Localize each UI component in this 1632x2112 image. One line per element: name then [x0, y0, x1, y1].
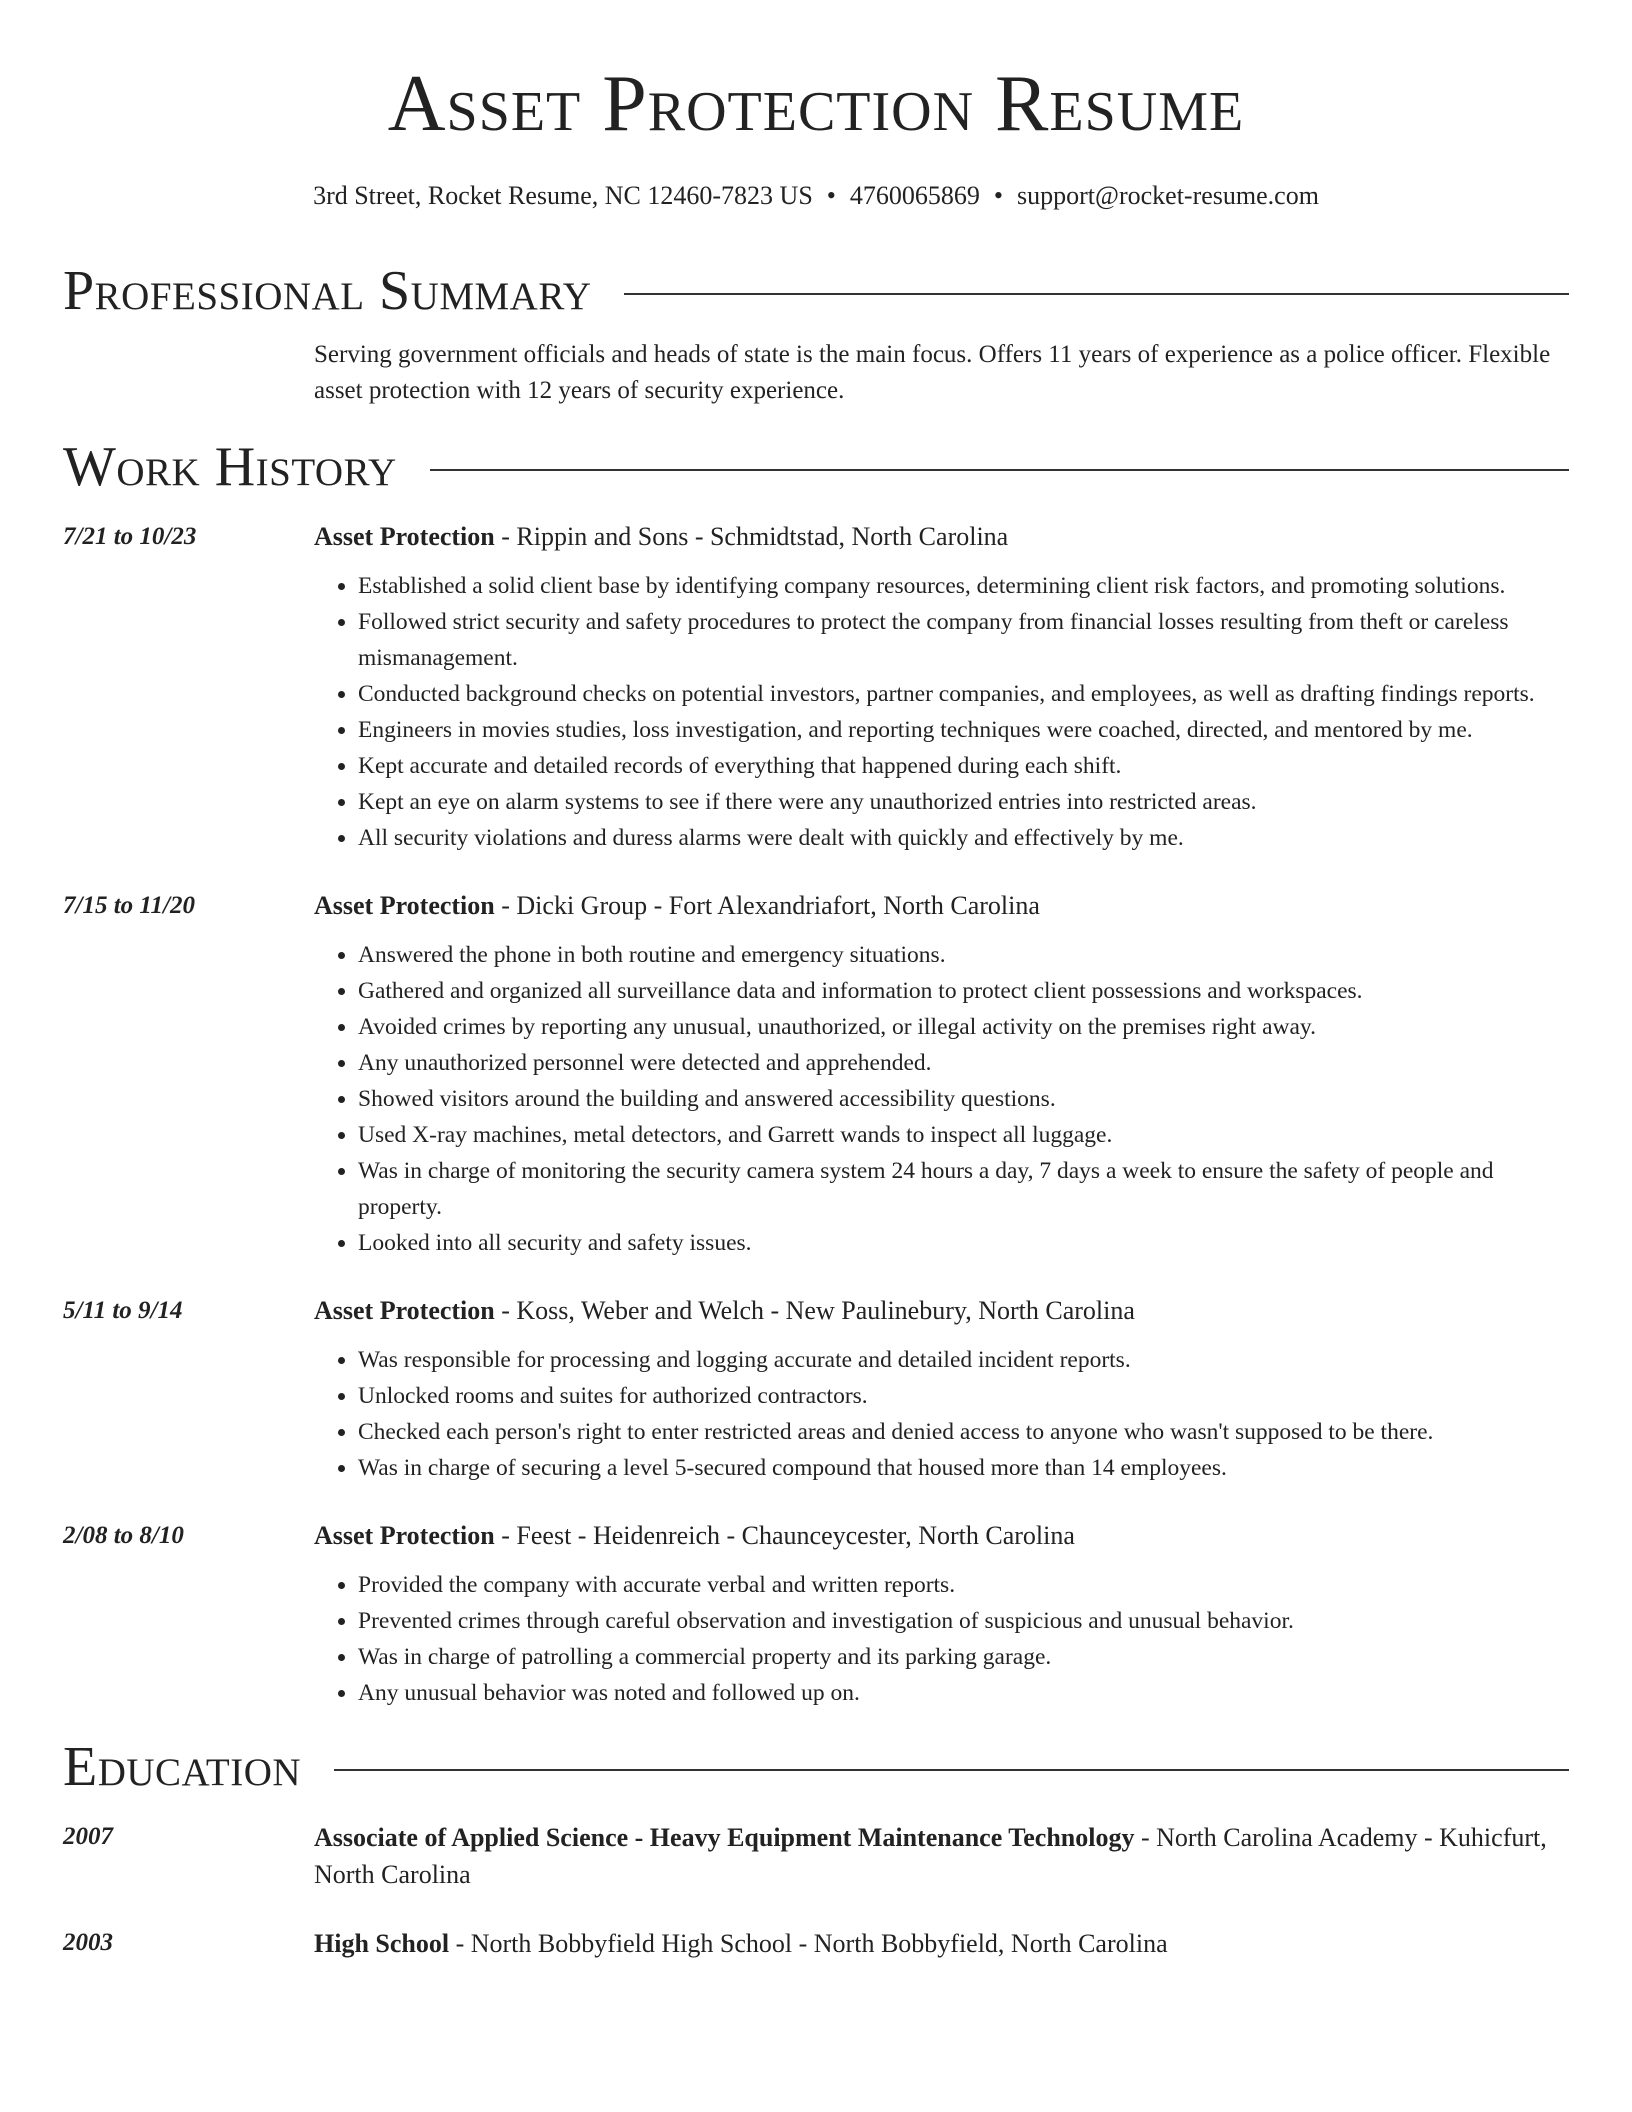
contact-email: support@rocket-resume.com	[1017, 181, 1319, 210]
education-details	[314, 1925, 1569, 1962]
job-bullet-list	[314, 1567, 1569, 1711]
job-bullet: • Followed strict security and safety procedures to protect the company from financial losses resulting from theft or careless mismanagement.	[358, 604, 1569, 676]
job-bullet: • Kept an eye on alarm systems to see if there were any unauthorized entries into restricted areas.	[358, 784, 1569, 820]
work-section-header	[63, 435, 1569, 499]
job-heading	[314, 1293, 1569, 1329]
job-dates: 7/15 to 11/20	[63, 892, 195, 919]
job-bullet: • Was in charge of securing a level 5-secured compound that housed more than 14 employees.	[358, 1450, 1569, 1486]
job-dates: 5/11 to 9/14	[63, 1297, 183, 1324]
job-bullet-list	[314, 568, 1569, 856]
job-bullet: • Engineers in movies studies, loss investigation, and reporting techniques were coached, directed, and mentored by me.	[358, 712, 1569, 748]
job-bullet: • Any unauthorized personnel were detected and apprehended.	[358, 1045, 1569, 1081]
education-year: 2003	[63, 1929, 113, 1956]
job-bullet: • Looked into all security and safety issues.	[358, 1225, 1569, 1261]
job-bullet: • Any unusual behavior was noted and followed up on.	[358, 1675, 1569, 1711]
job-bullet: • Was in charge of monitoring the security camera system 24 hours a day, 7 days a week to ensure the safety of people and property.	[358, 1153, 1569, 1225]
job-bullet-list	[314, 1342, 1569, 1486]
education-school-location: - North Bobbyfield High School - North Bobbyfield, North Carolina	[449, 1929, 1168, 1958]
summary-spacer	[63, 337, 314, 409]
job-dates: 2/08 to 8/10	[63, 1522, 184, 1549]
education-heading: Education	[63, 1736, 302, 1798]
job-bullet: • Answered the phone in both routine and emergency situations.	[358, 937, 1569, 973]
job-employer-location: - Dicki Group - Fort Alexandriafort, North Carolina	[494, 891, 1040, 920]
job-heading	[314, 1518, 1569, 1554]
job-bullet: • Showed visitors around the building and answered accessibility questions.	[358, 1081, 1569, 1117]
contact-separator: •	[993, 181, 1004, 210]
work-heading: Work History	[63, 436, 397, 498]
resume-title: Asset Protection Resume	[387, 60, 1245, 148]
education-entry	[63, 1819, 1569, 1893]
education-list	[63, 1819, 1569, 1962]
education-degree: High School	[314, 1929, 450, 1958]
job-bullet: • Unlocked rooms and suites for authorized contractors.	[358, 1378, 1569, 1414]
job-bullet: • Was in charge of patrolling a commercial property and its parking garage.	[358, 1639, 1569, 1675]
job-bullet: • Kept accurate and detailed records of everything that happened during each shift.	[358, 748, 1569, 784]
job-employer-location: - Rippin and Sons - Schmidtstad, North Carolina	[494, 522, 1009, 551]
job-entry	[63, 1293, 1569, 1486]
education-school-location: - North Carolina Academy - Kuhicfurt, North Carolina	[314, 1823, 1547, 1889]
job-bullet: • Gathered and organized all surveillance data and information to protect client possessions and workspaces.	[358, 973, 1569, 1009]
section-divider	[430, 469, 1569, 471]
education-details	[314, 1819, 1569, 1893]
job-entry	[63, 1518, 1569, 1711]
education-degree: Associate of Applied Science - Heavy Equipment Maintenance Technology	[314, 1823, 1135, 1852]
job-heading	[314, 519, 1569, 555]
job-bullet: • Used X-ray machines, metal detectors, and Garrett wands to inspect all luggage.	[358, 1117, 1569, 1153]
job-bullet: • Prevented crimes through careful observation and investigation of suspicious and unusual behavior.	[358, 1603, 1569, 1639]
education-year: 2007	[63, 1823, 113, 1850]
job-bullet: • Checked each person's right to enter restricted areas and denied access to anyone who wasn't supposed to be there.	[358, 1414, 1569, 1450]
job-title: Asset Protection	[314, 1296, 495, 1325]
job-employer-location: - Koss, Weber and Welch - New Paulinebury, North Carolina	[494, 1296, 1135, 1325]
job-bullet: • Established a solid client base by identifying company resources, determining client risk factors, and promoting solutions.	[358, 568, 1569, 604]
education-entry	[63, 1925, 1569, 1962]
section-divider	[624, 293, 1569, 295]
summary-row	[63, 337, 1569, 409]
contact-line	[63, 179, 1569, 213]
job-dates: 7/21 to 10/23	[63, 523, 197, 550]
job-bullet: • Provided the company with accurate verbal and written reports.	[358, 1567, 1569, 1603]
job-bullet: • Was responsible for processing and logging accurate and detailed incident reports.	[358, 1342, 1569, 1378]
contact-address: 3rd Street, Rocket Resume, NC 12460-7823 US	[313, 181, 813, 210]
job-title: Asset Protection	[314, 891, 495, 920]
job-title: Asset Protection	[314, 1521, 495, 1550]
summary-text: Serving government officials and heads of state is the main focus. Offers 11 years of experience as a police officer. Flexible asset protection with 12 years of security experience.	[314, 341, 1551, 404]
job-bullet: • Avoided crimes by reporting any unusual, unauthorized, or illegal activity on the premises right away.	[358, 1009, 1569, 1045]
job-entry	[63, 519, 1569, 856]
job-bullet-list	[314, 937, 1569, 1261]
job-bullet: • All security violations and duress alarms were dealt with quickly and effectively by me.	[358, 820, 1569, 856]
contact-separator: •	[826, 181, 836, 210]
job-employer-location: - Feest - Heidenreich - Chaunceycester, North Carolina	[494, 1521, 1075, 1550]
summary-section-header	[63, 259, 1569, 323]
job-heading	[314, 888, 1569, 924]
contact-phone: 4760065869	[849, 181, 980, 210]
summary-heading: Professional Summary	[63, 260, 592, 322]
job-bullet: • Conducted background checks on potential investors, partner companies, and employees, as well as drafting findings reports.	[358, 676, 1569, 712]
section-divider	[334, 1769, 1569, 1771]
job-entry	[63, 888, 1569, 1261]
job-list	[63, 519, 1569, 1711]
education-section-header	[63, 1735, 1569, 1799]
job-title: Asset Protection	[314, 522, 495, 551]
